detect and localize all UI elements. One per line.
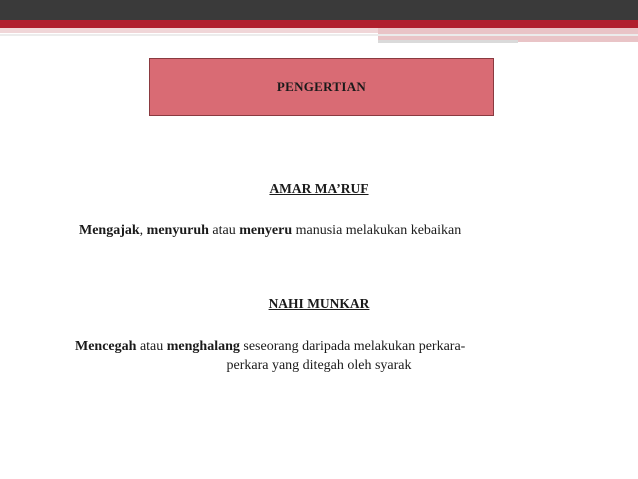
top-red-band [0,20,638,28]
decor-thin-line-right [378,40,518,43]
amar-heading: AMAR MA’RUF [269,181,369,196]
amar-sep-2: atau [208,223,240,238]
nahi-definition-line-1 [75,339,465,355]
title-box [149,58,494,116]
nahi-rest: seseorang daripada melakukan perkara- [239,339,466,354]
decor-thin-line [0,34,638,36]
top-dark-bar [0,0,638,20]
amar-sep-1: , [139,223,147,238]
amar-word-1: Mengajak [79,223,140,238]
amar-word-2: menyuruh [146,223,209,238]
nahi-word-1: Mencegah [75,339,137,354]
title-box-text: PENGERTIAN [276,79,367,94]
nahi-word-2: menghalang [166,339,240,354]
amar-definition [79,223,461,239]
amar-word-3: menyeru [239,223,293,238]
nahi-heading: NAHI MUNKAR [268,296,370,311]
decor-band-left [0,28,380,33]
nahi-sep-1: atau [136,339,167,354]
amar-rest: manusia melakukan kebaikan [292,223,462,238]
nahi-definition-line-2: perkara yang ditegah oleh syarak [226,358,412,373]
